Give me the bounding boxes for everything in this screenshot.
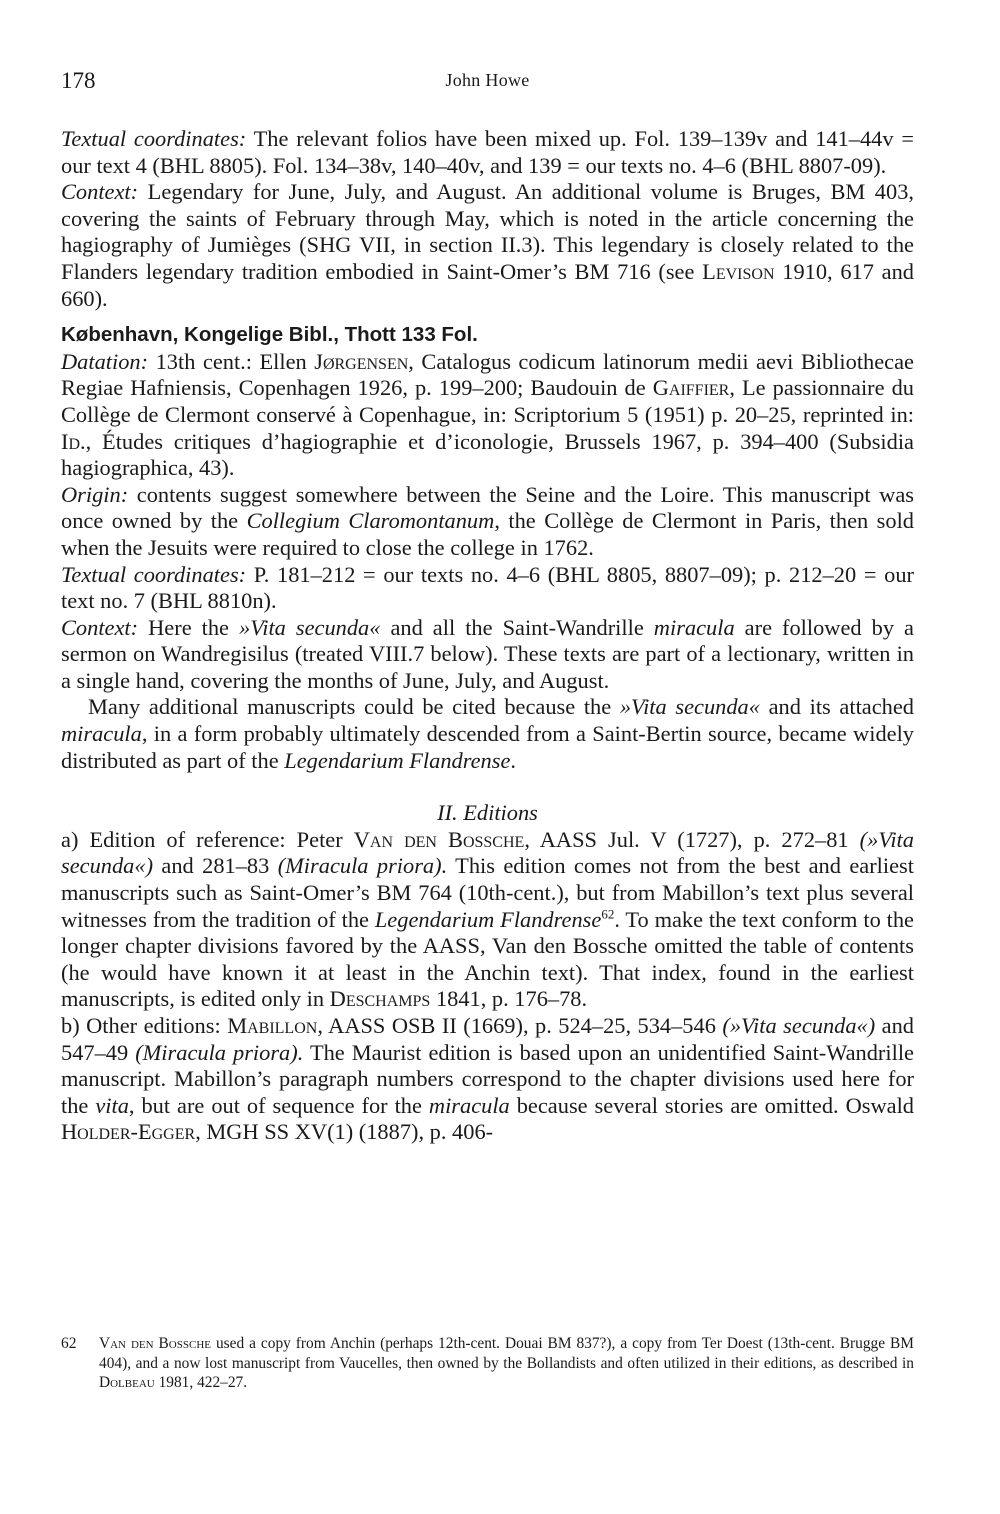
italic-term: (Miracula priora). [277,853,448,879]
field-text: because several stories are omitted. Oswald [516,1092,914,1118]
italic-term: (»Vita secunda«) [61,826,914,879]
italic-term: Collegium Claromontanum [246,508,495,534]
page-number: 178 [61,68,96,93]
author-name: Gaiffier [652,375,730,401]
italic-term: vita [95,1092,129,1118]
field-label: Origin: [61,481,129,507]
field-text: P. 181–212 = our texts no. 4–6 (BHL 8805, 8807–09); p. 212–20 = our text no. 7 (BHL 8810n). [61,561,914,614]
field-text: , Le passionnaire du Collège de Clermont conservé à Copenhague, in: Scriptorium 5 (1951) p. 20–25, reprinted in: [61,375,914,427]
section-title: II. Editions [437,800,538,826]
field-label: Context: [61,179,139,205]
footnote-number: 62 [61,1335,77,1352]
field-text: and its attached [768,694,914,720]
field-text: , AASS OSB II (1669), p. 524–25, 534–546 [317,1013,716,1038]
field-text: , AASS Jul. V (1727), p. 272–81 [524,826,849,852]
field-text: 1841, p. 176–78. [435,986,588,1012]
field-text: , Catalogus codicum latinorum medii aevi Bibliothecae Regiae Hafniensis, Copenhagen 1926, p. 199–200; Baudouin de [61,348,914,401]
field-text: The Maurist edition is based upon an unidentified Saint-Wandrille manuscript. Mabillon’s paragraph numbers correspond to the chapter divisions used here for the [61,1039,914,1118]
footnotes [61,1334,914,1393]
paragraph [61,615,914,695]
field-label: Textual coordinates: [61,126,247,151]
field-text: b) Other editions: [61,1013,221,1038]
main-text [61,126,914,1146]
italic-term: »Vita secunda« [239,614,381,640]
field-text: 1910, 617 and 660). [61,258,914,311]
field-text: Here the [148,614,229,640]
italic-term: (»Vita secunda«) [722,1013,876,1038]
italic-term: »Vita secunda« [619,694,760,720]
page [61,68,914,1146]
field-text: Many additional manuscripts could be cited because the [88,694,612,720]
page-header [61,68,914,104]
paragraph [61,562,914,615]
field-text: . To make the text conform to the longer chapter divisions favored by the AASS, Van den Bossche omitted the table of contents (he would have known it at least in the Anchin text). That index, found in the earliest manuscripts, is edited only in [61,906,914,1012]
paragraph [61,827,914,1013]
field-text: and all the Saint-Wandrille [390,614,644,640]
field-text: used a copy from Anchin (perhaps 12th-cent. Douai BM 837?), a copy from Ter Doest (13th-cent. Brugge BM 404), and a now lost manuscript from Vaucelles, then owned by the Bollandists and often utilized in their editions, as described in [99,1335,914,1372]
author-name: Mabillon [227,1013,318,1038]
field-text: 13th cent.: Ellen [155,348,307,374]
author-name: Levison [702,258,775,284]
author-name: Dolbeau [99,1374,155,1391]
field-text: The relevant folios have been mixed up. Fol. 139–139v and 141–44v = our text 4 (BHL 8805). Fol. 134–38v, 140–40v, and 139 = our texts no. 4–6 (BHL 8807-09). [61,126,914,178]
paragraph [61,349,914,482]
field-text: are followed by a sermon on Wandregisilus (treated VIII.7 below). These texts are part of a lectionary, written in a single hand, covering the months of June, July, and August. [61,614,914,693]
field-text: , the Collège de Clermont in Paris, then sold when the Jesuits were required to close the college in 1762. [61,508,915,560]
paragraph [61,126,914,179]
field-text: , Études critiques d’hagiographie et d’iconologie, Brussels 1967, p. 394–400 (Subsidia hagiographica, 43). [61,428,914,481]
field-text: , but are out of sequence for the [128,1092,422,1118]
italic-term: Legendarium Flandrense [374,906,602,932]
field-text: a) Edition of reference: Peter [61,826,343,852]
field-text: and 547–49 [61,1013,915,1065]
field-label: Datation: [61,348,149,374]
paragraph [61,1013,914,1146]
field-text: This edition comes not from the best and earliest manuscripts such as Saint-Omer’s BM 764 (10th-cent.), but from Mabillon’s text plus several witnesses from the tradition of the [61,853,914,932]
field-text: . [510,747,517,773]
italic-term: (Miracula priora). [135,1039,304,1065]
footnote-text [99,1334,914,1393]
field-text: contents suggest somewhere between the Seine and the Loire. This manuscript was once owned by the [61,481,914,534]
paragraph [61,482,914,562]
field-text: and 281–83 [161,853,270,879]
running-head: John Howe [445,70,530,90]
author-name: Holder-Egger [61,1119,196,1145]
italic-term: miracula [61,721,142,747]
author-name: Deschamps [329,986,431,1012]
author-name: Van den Bossche [353,826,525,852]
field-text: Legendary for June, July, and August. An additional volume is Bruges, BM 403, covering the saints of February through May, which is noted in the article concerning the hagiography of Jumièges (SHG VII, in section II.3). This legendary is closely related to the Flanders legendary tradition embodied in Saint-Omer’s BM 716 (see [61,179,914,284]
italic-term: miracula [653,614,735,640]
field-text: 1981, 422–27. [158,1374,248,1391]
manuscript-heading: København, Kongelige Bibl., Thott 133 Fol. [61,323,478,347]
field-label: Context: [61,614,139,640]
field-text: , in a form probably ultimately descended from a Saint-Bertin source, became widely distributed as part of the [61,721,914,773]
author-name: Id. [61,428,86,454]
paragraph [61,179,914,312]
italic-term: Legendarium Flandrense [284,747,511,773]
field-text: , MGH SS XV(1) (1887), p. 406- [195,1119,494,1145]
footnote-ref[interactable]: 62 [601,906,615,922]
paragraph [61,694,914,774]
footnote [61,1334,914,1393]
author-name: Jørgensen [314,348,409,374]
field-label: Textual coordinates: [61,561,247,587]
author-name: Van den Bossche [99,1335,211,1352]
italic-term: miracula [428,1092,510,1118]
